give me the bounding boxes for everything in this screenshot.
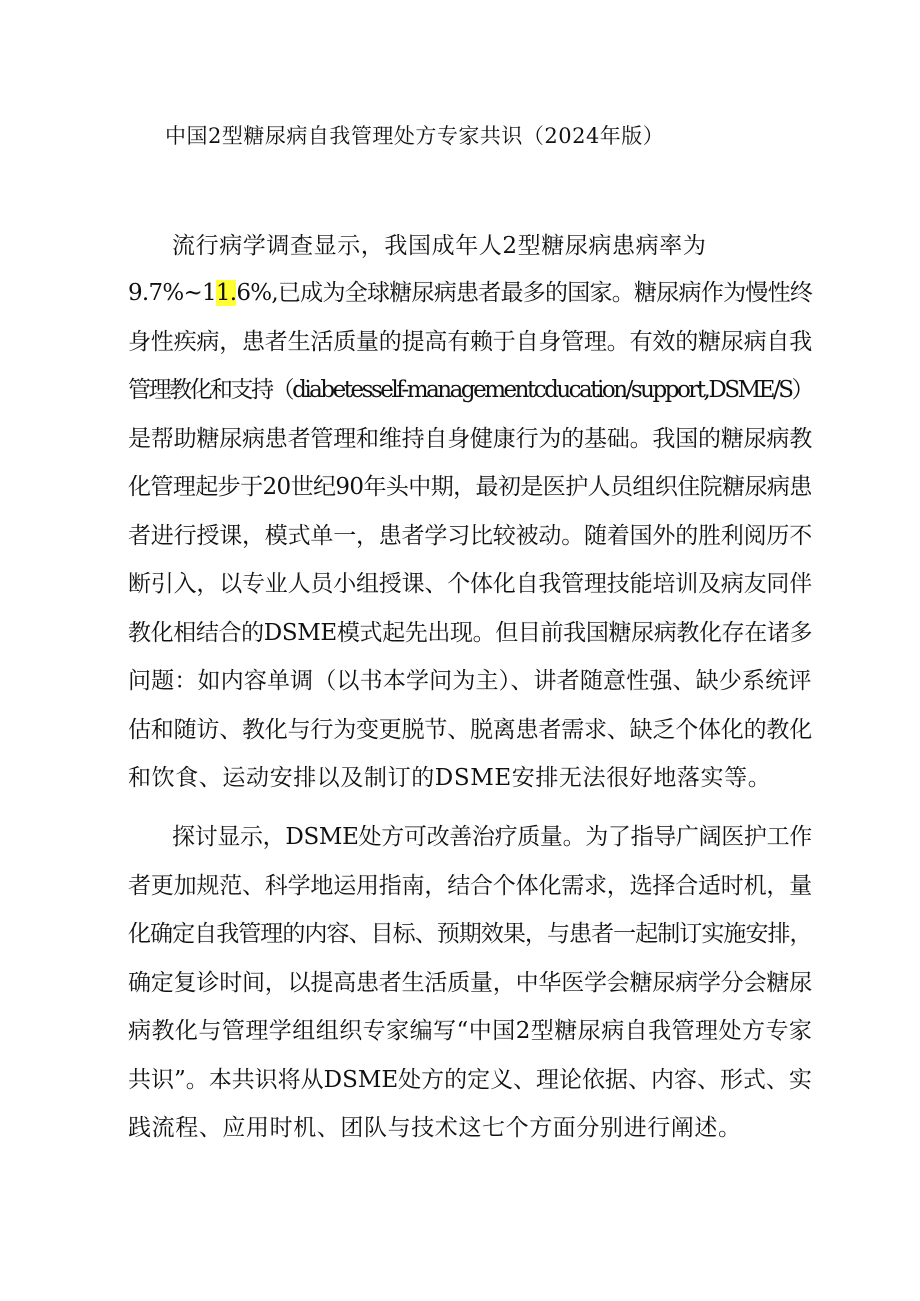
- paragraph-2-line-3: 化确定自我管理的内容、目标、预期效果，与患者一起制订实施安排，: [128, 921, 812, 947]
- paragraph-1-line-7: 者进行授课，模式单一，患者学习比较被动。随着国外的胜利阅历不: [128, 523, 813, 549]
- paragraph-1-line-8: 断引入，以专业人员小组授课、个体化自我管理技能培训及病友同伴: [128, 571, 813, 597]
- paragraph-1-line-5: 是帮助糖尿病患者管理和维持自身健康行为的基础。我国的糖尿病教: [128, 426, 813, 452]
- highlighted-text: 1.: [215, 280, 237, 306]
- paragraph-1-line-11: 估和随访、教化与行为变更脱节、脱离患者需求、缺乏个体化的教化: [128, 717, 813, 743]
- paragraph-1-line-1: 流行病学调查显示，我国成年人2型糖尿病患病率为: [172, 233, 707, 259]
- document-title: 中国2型糖尿病自我管理处方专家共识（2024年版）: [165, 124, 665, 148]
- prevalence-text-start: 9.7%~1: [128, 280, 216, 306]
- paragraph-2-line-5: 病教化与管理学组组织专家编写“中国2型糖尿病自我管理处方专家: [128, 1018, 813, 1044]
- paragraph-2-line-4: 确定复诊时间，以提高患者生活质量，中华医学会糖尿病学分会糖尿: [128, 970, 813, 996]
- paragraph-2-line-6: 共识”。本共识将从DSME处方的定义、理论依据、内容、形式、实: [128, 1067, 812, 1093]
- paragraph-2-line-1: 探讨显示，DSME处方可改善治疗质量。为了指导广阔医护工作: [172, 824, 812, 850]
- paragraph-1-line-6: 化管理起步于20世纪90年头中期，最初是医护人员组织住院糖尿病患: [128, 474, 812, 500]
- prevalence-text-end: 6%,已成为全球糖尿病患者最多的国家。糖尿病作为慢性终: [236, 280, 813, 306]
- paragraph-1-line-3: 身性疾病，患者生活质量的提高有赖于自身管理。有效的糖尿病自我: [128, 329, 813, 355]
- paragraph-2-line-2: 者更加规范、科学地运用指南，结合个体化需求，选择合适时机，量: [128, 873, 813, 899]
- paragraph-1-line-12: 和饮食、运动安排以及制订的DSME安排无法很好地落实等。: [128, 765, 772, 791]
- paragraph-1-line-2: [128, 273, 812, 313]
- paragraph-2-line-7: 践流程、应用时机、团队与技术这七个方面分别进行阐述。: [128, 1115, 742, 1141]
- paragraph-1-line-10: 问题：如内容单调（以书本学问为主）、讲者随意性强、缺少系统评: [128, 668, 812, 694]
- paragraph-1-line-4: 管理教化和支持（diabetesself-managementcducation/support,DSME/S）: [128, 377, 812, 403]
- paragraph-1-line-9: 教化相结合的DSME模式起先出现。但目前我国糖尿病教化存在诸多: [128, 620, 813, 646]
